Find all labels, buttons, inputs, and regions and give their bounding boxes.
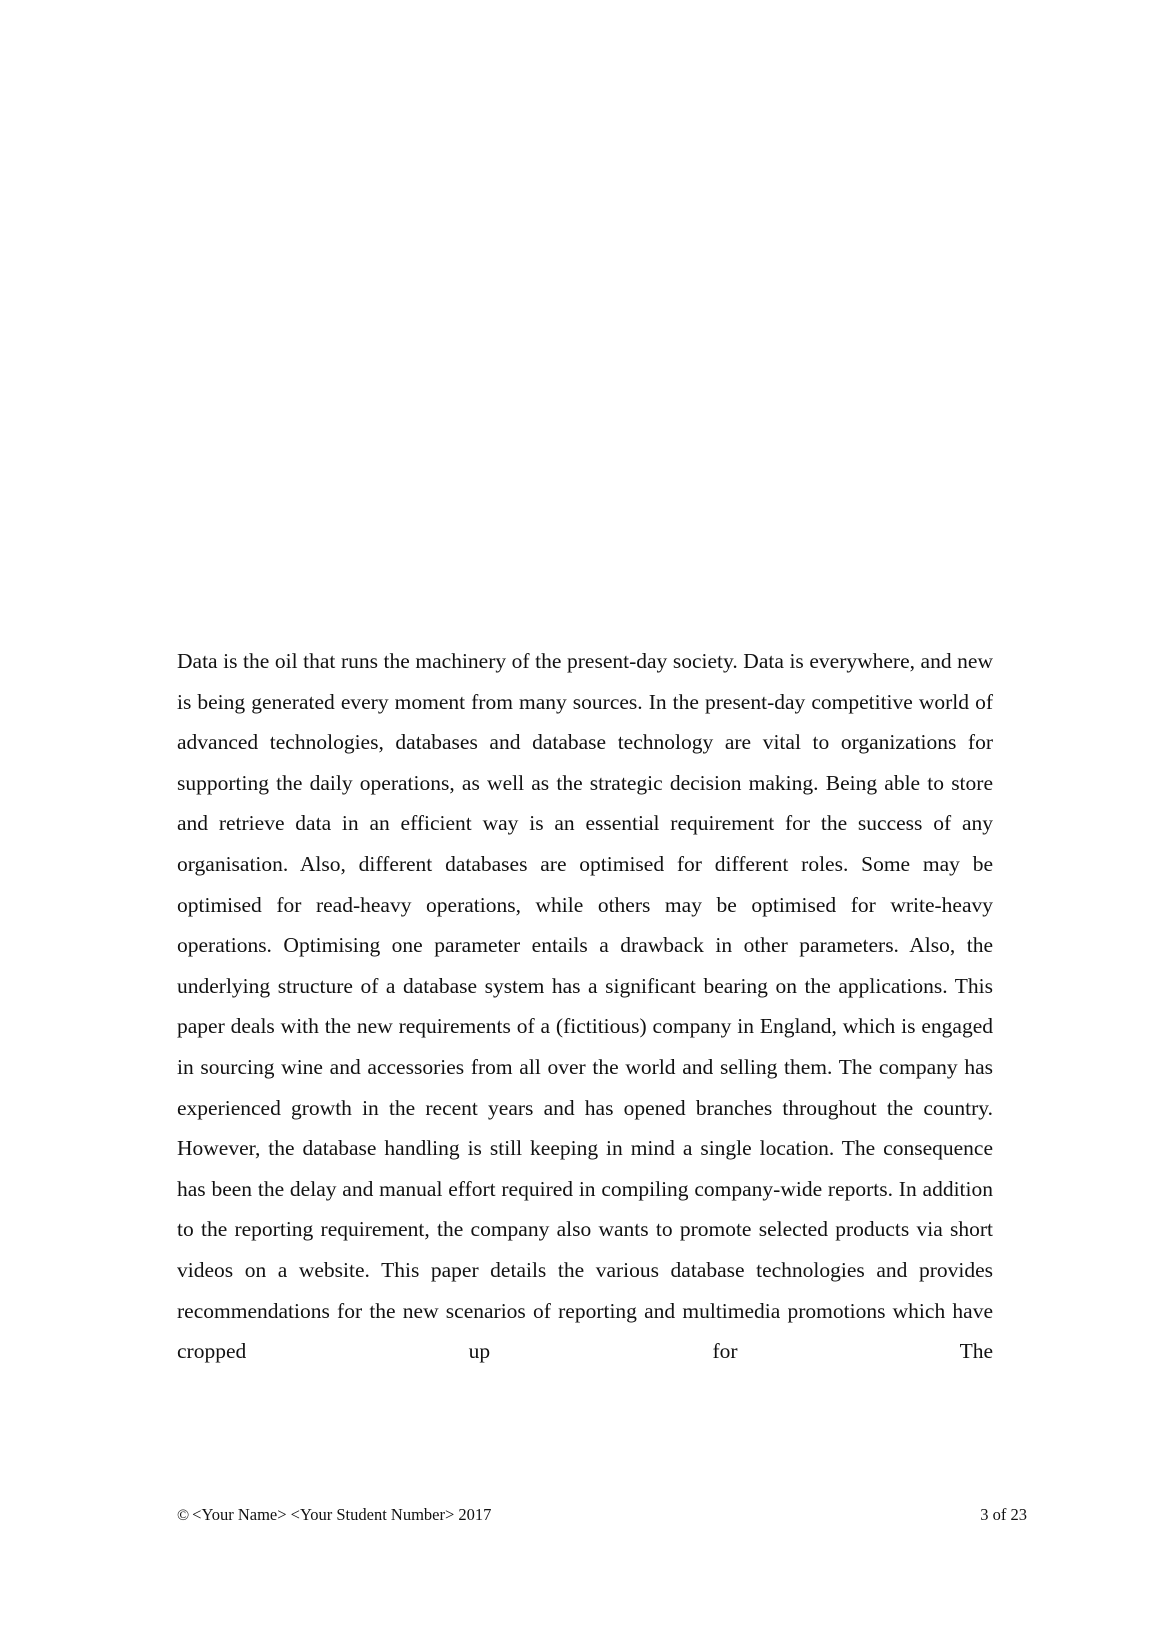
page-number: 3 of 23 xyxy=(980,1505,1027,1524)
page-footer xyxy=(177,1502,1027,1528)
copyright-icon: © xyxy=(177,1507,190,1524)
footer-author-text: <Your Name> <Your Student Number> 2017 xyxy=(192,1505,492,1524)
footer-copyright xyxy=(177,1502,491,1529)
body-paragraph: Data is the oil that runs the machinery of the present-day society. Data is everywhere, and new is being generated every moment from many sources. In the present-day competitive world of advanced technologies, databases and database technology are vital to organizations for supporting the daily operations, as well as the strategic decision making. Being able to store and retrieve data in an efficient way is an essential requirement for the success of any organisation. Also, different databases are optimised for different roles. Some may be optimised for read-heavy operations, while others may be optimised for write-heavy operations. Optimising one parameter entails a drawback in other parameters. Also, the underlying structure of a database system has a significant bearing on the applications. This paper deals with the new requirements of a (fictitious) company in England, which is engaged in sourcing wine and accessories from all over the world and selling them. The company has experienced growth in the recent years and has opened branches throughout the country. However, the database handling is still keeping in mind a single location. The consequence has been the delay and manual effort required in compiling company-wide reports. In addition to the reporting requirement, the company also wants to promote selected products via short videos on a website. This paper details the various database technologies and provides recommendations for the new scenarios of reporting and multimedia promotions which have cropped up for The xyxy=(177,649,993,1364)
